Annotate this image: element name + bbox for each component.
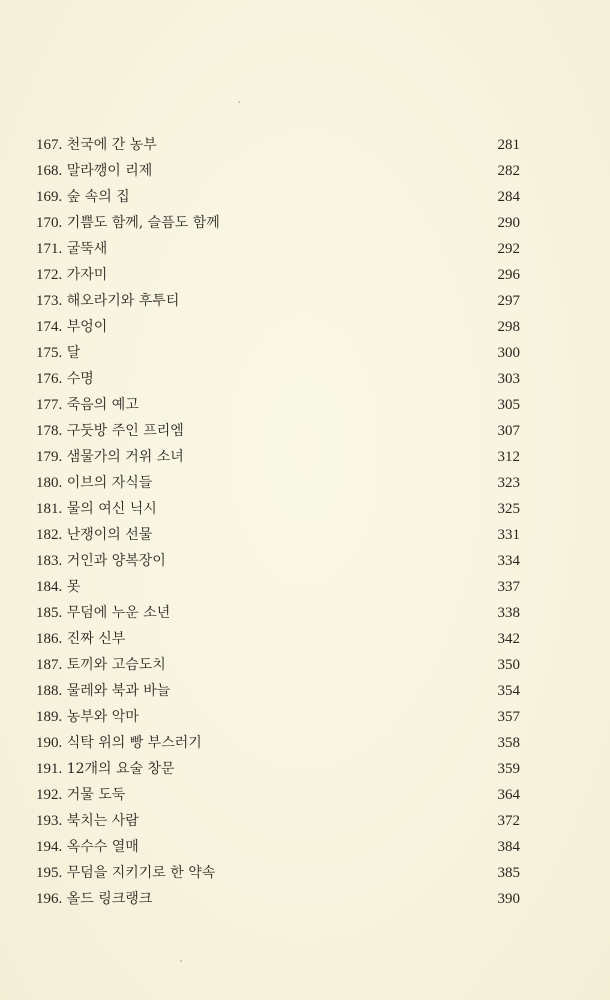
toc-entry-title	[36, 446, 184, 468]
toc-entry-title	[36, 368, 94, 390]
toc-entry	[36, 134, 522, 160]
toc-entry-text: 무덤에 누운 소년	[66, 605, 171, 621]
table-of-contents	[36, 134, 522, 914]
toc-entry	[36, 758, 522, 784]
toc-entry-title	[36, 394, 139, 416]
toc-entry-text: 물의 여신 닉시	[66, 501, 157, 517]
toc-entry-page-number: 305	[497, 397, 520, 413]
toc-entry-title	[36, 498, 157, 520]
toc-entry-page-number: 282	[497, 163, 520, 179]
toc-entry-number: 190.	[36, 735, 63, 751]
toc-entry-text: 굴뚝새	[66, 241, 108, 257]
toc-entry-text: 해오라기와 후투티	[66, 293, 180, 309]
toc-entry	[36, 628, 522, 654]
toc-entry-text: 식탁 위의 빵 부스러기	[66, 735, 202, 751]
toc-entry-page-number: 297	[497, 293, 520, 309]
toc-entry-text: 달	[66, 345, 81, 361]
toc-entry-title	[36, 680, 170, 702]
toc-entry-text: 난쟁이의 선물	[66, 527, 153, 543]
toc-entry-text: 거물 도둑	[66, 787, 126, 803]
toc-entry	[36, 368, 522, 394]
toc-entry	[36, 524, 522, 550]
toc-entry-text: 올드 링크랭크	[66, 891, 153, 907]
toc-entry-number: 195.	[36, 865, 63, 881]
toc-entry-text: 이브의 자식들	[66, 475, 153, 491]
toc-entry-text: 말라깽이 리제	[66, 163, 153, 179]
toc-entry-page-number: 296	[497, 267, 520, 283]
toc-entry-text: 토끼와 고슴도치	[66, 657, 166, 673]
toc-entry-title	[36, 862, 215, 884]
toc-entry	[36, 680, 522, 706]
toc-entry-number: 187.	[36, 657, 63, 673]
toc-entry-text: 천국에 간 농부	[66, 137, 157, 153]
toc-entry-title	[36, 836, 139, 858]
toc-entry-page-number: 323	[497, 475, 520, 491]
toc-entry	[36, 498, 522, 524]
toc-entry-text: 진짜 신부	[66, 631, 126, 647]
toc-entry-page-number: 292	[497, 241, 520, 257]
toc-entry	[36, 394, 522, 420]
toc-entry-page-number: 298	[497, 319, 520, 335]
paper-speck	[180, 960, 182, 962]
toc-entry-page-number: 390	[497, 891, 520, 907]
toc-entry-title	[36, 654, 166, 676]
toc-entry-number: 176.	[36, 371, 63, 387]
toc-entry-page-number: 307	[497, 423, 520, 439]
toc-entry-number: 183.	[36, 553, 63, 569]
toc-entry-page-number: 350	[497, 657, 520, 673]
toc-entry-number: 167.	[36, 137, 63, 153]
toc-entry-number: 173.	[36, 293, 63, 309]
toc-entry-title	[36, 238, 107, 260]
toc-entry-page-number: 372	[497, 813, 520, 829]
toc-entry-number: 172.	[36, 267, 63, 283]
toc-entry-page-number: 300	[497, 345, 520, 361]
toc-entry-title	[36, 888, 152, 910]
toc-entry-number: 191.	[36, 761, 63, 777]
toc-entry	[36, 784, 522, 810]
toc-entry	[36, 420, 522, 446]
toc-entry	[36, 888, 522, 914]
toc-entry-page-number: 334	[497, 553, 520, 569]
toc-entry-page-number: 338	[497, 605, 520, 621]
toc-entry-text: 물레와 북과 바늘	[66, 683, 171, 699]
toc-entry-page-number: 303	[497, 371, 520, 387]
toc-entry-text: 농부와 악마	[66, 709, 139, 725]
toc-entry-text: 부엉이	[66, 319, 108, 335]
toc-entry-title	[36, 732, 202, 754]
toc-entry-title	[36, 472, 152, 494]
toc-entry-number: 178.	[36, 423, 63, 439]
toc-entry-text: 숲 속의 집	[66, 189, 130, 205]
toc-entry-number: 170.	[36, 215, 63, 231]
toc-entry-number: 194.	[36, 839, 63, 855]
toc-entry	[36, 186, 522, 212]
toc-entry	[36, 836, 522, 862]
toc-entry	[36, 264, 522, 290]
toc-entry-number: 193.	[36, 813, 63, 829]
toc-entry-page-number: 358	[497, 735, 520, 751]
toc-entry-title	[36, 186, 130, 208]
toc-entry-title	[36, 602, 170, 624]
toc-entry-title	[36, 628, 125, 650]
toc-entry-text: 구둣방 주인 프리엠	[66, 423, 184, 439]
toc-entry-number: 196.	[36, 891, 63, 907]
toc-entry-number: 169.	[36, 189, 63, 205]
toc-entry-number: 175.	[36, 345, 63, 361]
toc-entry-number: 174.	[36, 319, 63, 335]
toc-entry-page-number: 337	[497, 579, 520, 595]
toc-entry	[36, 654, 522, 680]
toc-entry-page-number: 342	[497, 631, 520, 647]
toc-entry-number: 181.	[36, 501, 63, 517]
toc-entry-text: 죽음의 예고	[66, 397, 139, 413]
toc-entry-title	[36, 810, 139, 832]
toc-entry-page-number: 325	[497, 501, 520, 517]
paper-speck	[238, 101, 240, 103]
toc-entry-number: 177.	[36, 397, 63, 413]
toc-entry	[36, 238, 522, 264]
toc-entry-page-number: 290	[497, 215, 520, 231]
toc-entry-number: 168.	[36, 163, 63, 179]
toc-entry-number: 184.	[36, 579, 63, 595]
toc-entry	[36, 446, 522, 472]
toc-entry-title	[36, 316, 107, 338]
toc-entry-page-number: 281	[497, 137, 520, 153]
toc-entry-number: 180.	[36, 475, 63, 491]
toc-entry	[36, 576, 522, 602]
toc-entry-title	[36, 134, 157, 156]
toc-entry	[36, 602, 522, 628]
toc-entry-page-number: 354	[497, 683, 520, 699]
toc-entry-page-number: 284	[497, 189, 520, 205]
toc-entry-number: 179.	[36, 449, 63, 465]
toc-entry-title	[36, 212, 220, 234]
toc-entry	[36, 810, 522, 836]
toc-entry-title	[36, 550, 166, 572]
toc-entry-text: 못	[66, 579, 81, 595]
toc-entry	[36, 862, 522, 888]
toc-entry	[36, 472, 522, 498]
toc-entry-title	[36, 160, 152, 182]
toc-entry-text: 거인과 양복장이	[66, 553, 166, 569]
toc-entry-title	[36, 706, 139, 728]
toc-entry	[36, 732, 522, 758]
toc-entry-text: 기쁨도 함께, 슬픔도 함께	[66, 215, 220, 231]
toc-entry-title	[36, 576, 80, 598]
toc-entry-number: 185.	[36, 605, 63, 621]
toc-entry-text: 수명	[66, 371, 94, 387]
toc-entry-number: 192.	[36, 787, 63, 803]
toc-entry-text: 무덤을 지키기로 한 약속	[66, 865, 216, 881]
toc-entry-text: 가자미	[66, 267, 108, 283]
toc-entry-number: 171.	[36, 241, 63, 257]
toc-entry-title	[36, 524, 152, 546]
toc-entry-text: 12개의 요술 창문	[66, 761, 175, 777]
toc-entry	[36, 290, 522, 316]
toc-entry-number: 188.	[36, 683, 63, 699]
toc-entry-text: 북치는 사람	[66, 813, 139, 829]
toc-entry-number: 189.	[36, 709, 63, 725]
toc-entry-page-number: 357	[497, 709, 520, 725]
toc-entry	[36, 212, 522, 238]
toc-entry-page-number: 312	[497, 449, 520, 465]
toc-entry	[36, 706, 522, 732]
toc-entry-text: 샘물가의 거위 소녀	[66, 449, 184, 465]
toc-entry-number: 186.	[36, 631, 63, 647]
toc-entry-title	[36, 264, 107, 286]
toc-entry-number: 182.	[36, 527, 63, 543]
toc-entry	[36, 316, 522, 342]
toc-entry-title	[36, 420, 184, 442]
toc-entry	[36, 342, 522, 368]
toc-entry-title	[36, 342, 80, 364]
toc-entry-title	[36, 290, 179, 312]
toc-entry-page-number: 364	[497, 787, 520, 803]
toc-entry-page-number: 331	[497, 527, 520, 543]
toc-entry	[36, 160, 522, 186]
toc-entry-page-number: 385	[497, 865, 520, 881]
toc-entry-title	[36, 784, 125, 806]
toc-entry-text: 옥수수 열매	[66, 839, 139, 855]
toc-entry-title	[36, 758, 175, 780]
toc-entry-page-number: 359	[497, 761, 520, 777]
toc-entry	[36, 550, 522, 576]
toc-entry-page-number: 384	[497, 839, 520, 855]
